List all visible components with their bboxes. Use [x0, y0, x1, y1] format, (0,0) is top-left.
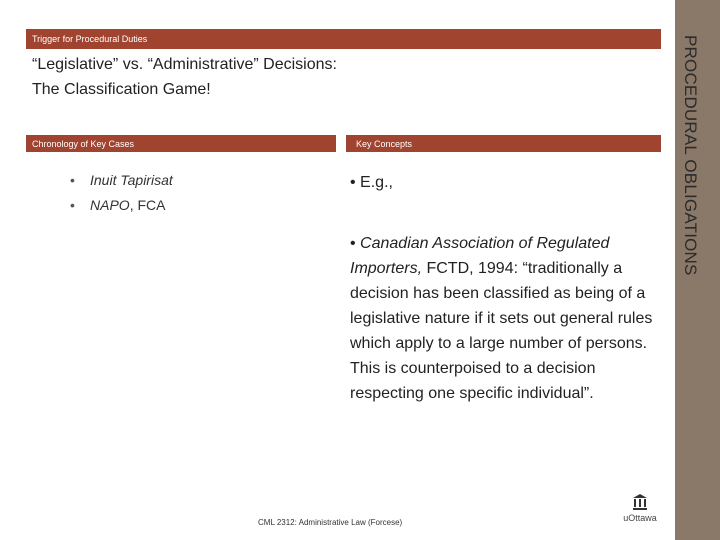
- quote-bullet: •: [350, 235, 361, 252]
- cases-column-header: [26, 135, 336, 152]
- case-item: [70, 193, 173, 218]
- section-header-bar: [26, 29, 661, 49]
- section-label: Trigger for Procedural Duties: [32, 34, 148, 44]
- slide-title-line-2: The Classification Game!: [32, 81, 211, 98]
- case-name: NAPO: [90, 197, 130, 213]
- concepts-column-header: [346, 135, 661, 152]
- concept-quote: [350, 231, 668, 406]
- university-building-icon: [632, 493, 648, 511]
- quote-case-name: Canadian Association of Regulated Importers,: [350, 235, 610, 277]
- case-suffix: , FCA: [129, 197, 166, 213]
- slide-title: [32, 52, 632, 102]
- footer-course: CML 2312: Administrative Law (Forcese): [258, 518, 403, 527]
- logo-wordmark: uOttawa: [623, 513, 657, 523]
- case-list: [70, 168, 173, 218]
- example-label: • E.g.,: [350, 174, 393, 191]
- case-name: Inuit Tapirisat: [90, 172, 173, 188]
- quote-body: FCTD, 1994: “traditionally a decision has been classified as being of a legislative nature if it sets out general rules which apply to a large number of persons. This is counterpoised to a decision respecting one specific individual”.: [350, 260, 653, 402]
- sidebar-vertical-title: PROCEDURAL OBLIGATIONS: [681, 35, 700, 276]
- university-logo: [620, 493, 660, 533]
- cases-column-label: Chronology of Key Cases: [32, 138, 135, 149]
- concepts-column-label: Key Concepts: [356, 138, 413, 149]
- slide-title-line-1: “Legislative” vs. “Administrative” Decisions:: [32, 56, 337, 73]
- case-item: [70, 168, 173, 193]
